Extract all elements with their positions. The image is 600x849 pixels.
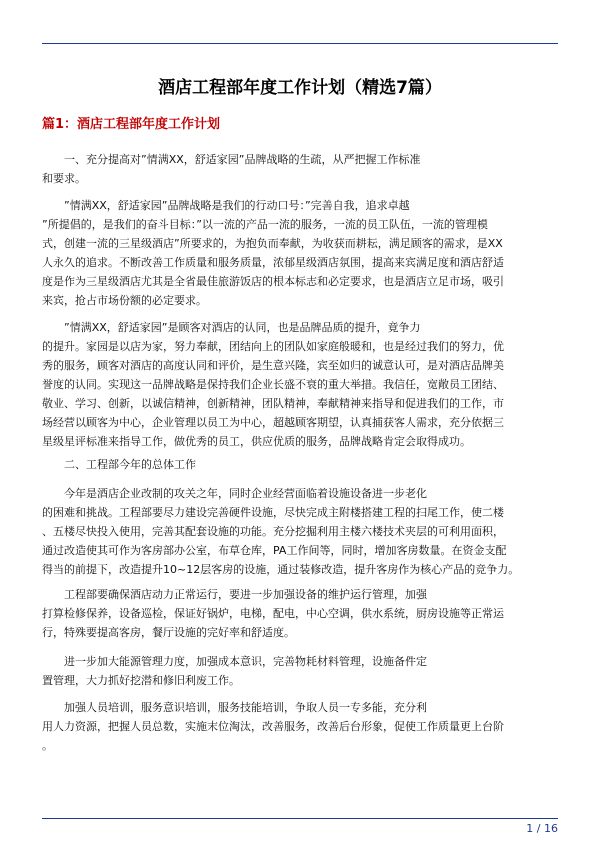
paragraph-1: [42, 150, 558, 188]
paragraph-line: 式，创建一流的三星级酒店”所要求的，为抱负而奉献，为收获而耕耘，满足顾客的需求，是XX: [42, 237, 503, 250]
paragraph-line: 度是作为三星级酒店尤其是全省最佳旅游饭店的根本标志和必定要求，也是酒店立足市场，吸引: [42, 275, 504, 288]
paragraph-line: 置管理，大力抓好挖潜和修旧利废工作。: [42, 674, 240, 687]
paragraph-line: 进一步加大能源管理力度，加强成本意识，完善物耗材料管理，设施备件定: [42, 655, 427, 668]
paragraph-4: [42, 455, 558, 474]
paragraph-line: 用人力资源，把握人员总数，实施末位淘汰，改善服务，改善后台形象，促使工作质量更上台阶: [42, 720, 504, 733]
paragraph-line: 秀的服务，顾客对酒店的高度认同和评价，是生意兴隆，宾至如归的诚意认可，是对酒店品牌美: [42, 359, 504, 372]
paragraph-7: [42, 652, 558, 690]
paragraph-line: 。: [42, 739, 53, 752]
paragraph-line: 打算检修保养，设备巡检，保证好锅炉，电梯，配电，中心空调，供水系统，厨房设施等正常运: [42, 607, 504, 620]
paragraph-line: ”所提倡的，是我们的奋斗目标：”以一流的产品一流的服务，一流的员工队伍，一流的管理模: [42, 218, 488, 231]
page-number: 1 / 16: [526, 822, 558, 835]
paragraph-line: 敬业、学习、创新，以诚信精神，创新精神，团队精神，奉献精神来指导和促进我们的工作，市: [42, 397, 504, 410]
paragraph-8: [42, 698, 558, 755]
paragraph-line: 得当的前提下，改造提升10~12层客房的设施，通过装修改造，提升客房作为核心产品的竞争力。: [42, 563, 520, 576]
paragraph-line: 星级星评标准来指导工作，做优秀的员工，供应优质的服务，品牌战略肯定会取得成功。: [42, 435, 471, 448]
document-title: 酒店工程部年度工作计划（精选7篇）: [158, 78, 442, 98]
paragraph-line: 人永久的追求。不断改善工作质量和服务质量，浓郁星级酒店氛围，提高来宾满足度和酒店舒适: [42, 256, 504, 269]
paragraph-line: ”情满XX，舒适家园”品牌战略是我们的行动口号：”完善自我，追求卓越: [42, 199, 410, 212]
paragraph-line: 一、充分提高对”情满XX，舒适家园”品牌战略的生疏，从严把握工作标准: [42, 153, 421, 166]
paragraph-line: 、五楼尽快投入使用，完善其配套设施的功能。充分挖掘利用主楼六楼技术夹层的可利用面积，: [42, 525, 504, 538]
paragraph-line: 二、工程部今年的总体工作: [42, 458, 196, 471]
section-heading: 篇1：酒店工程部年度工作计划: [42, 117, 221, 132]
paragraph-line: 的困难和挑战。工程部要尽力建设完善硬件设施，尽快完成主附楼搭建工程的扫尾工作，使二楼: [42, 506, 504, 519]
paragraph-line: 行，特殊要提高客房，餐厅设施的完好率和舒适度。: [42, 626, 295, 639]
paragraph-line: 和要求。: [42, 172, 86, 185]
paragraph-line: 加强人员培训，服务意识培训，服务技能培训，争取人员一专多能，充分利: [42, 701, 427, 714]
paragraph-line: 誉度的认同。实现这一品牌战略是保持我们企业长盛不衰的重大举措。我信任，宽敞员工团结、: [42, 378, 504, 391]
paragraph-line: 通过改造使其可作为客房部办公室，布草仓库，PA工作间等，同时，增加客房数量。在资金支配: [42, 544, 507, 557]
paragraph-2: [42, 196, 558, 310]
paragraph-line: 的提升。家园是以店为家，努力奉献，团结向上的团队如家庭般暖和，也是经过我们的努力，优: [42, 340, 504, 353]
paragraph-line: ”情满XX，舒适家园”是顾客对酒店的认同，也是品牌品质的提升，竟争力: [42, 321, 421, 334]
footer-rule: [42, 818, 558, 819]
paragraph-line: 今年是酒店企业改制的攻关之年，同时企业经营面临着设施设备进一步老化: [42, 487, 427, 500]
paragraph-line: 场经营以顾客为中心，企业管理以员工为中心，超越顾客期望，认真捕获客人需求，充分依据三: [42, 416, 504, 429]
paragraph-3: [42, 318, 558, 451]
paragraph-line: 来宾，抢占市场份额的必定要求。: [42, 294, 207, 307]
paragraph-6: [42, 585, 558, 642]
header-rule: [42, 43, 558, 44]
paragraph-line: 工程部要确保酒店动力正常运行，要进一步加强设备的维护运行管理，加强: [42, 588, 427, 601]
paragraph-5: [42, 484, 558, 579]
